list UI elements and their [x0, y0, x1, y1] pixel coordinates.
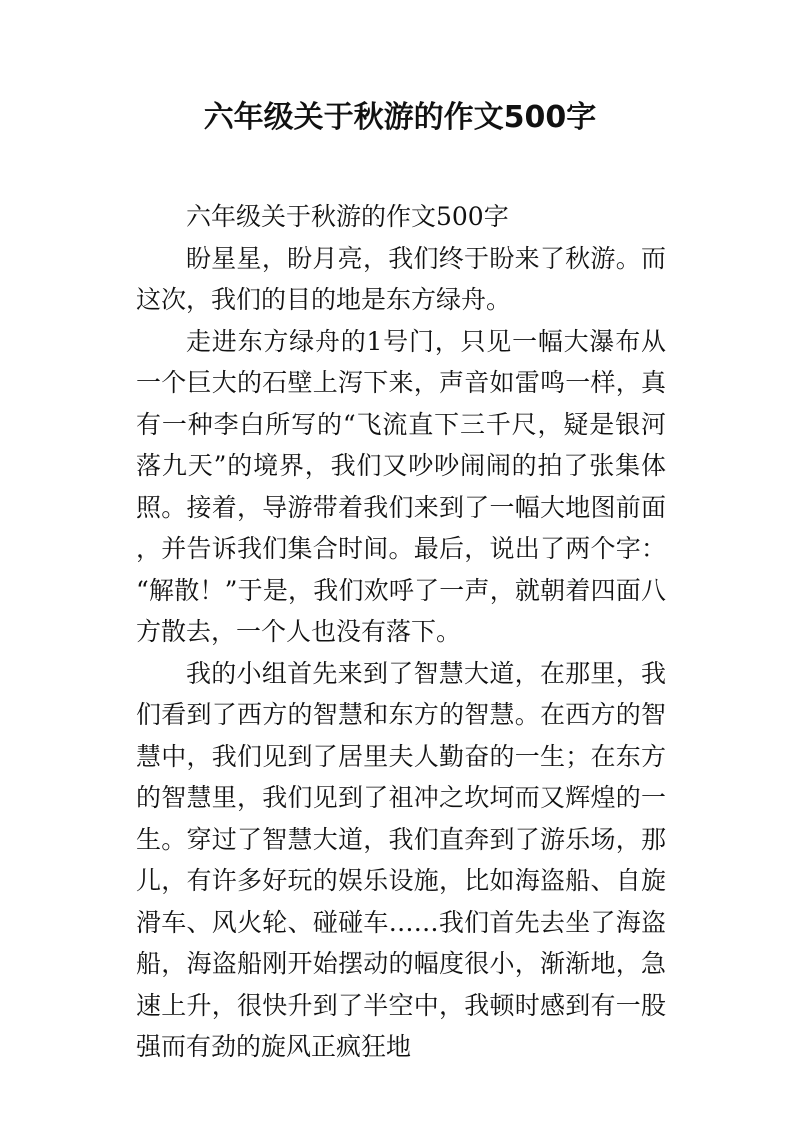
paragraph-1: 盼星星，盼月亮，我们终于盼来了秋游。而这次，我们的目的地是东方绿舟。 [136, 243, 666, 314]
paragraph-2: 走进东方绿舟的1号门，只见一幅大瀑布从一个巨大的石壁上泻下来，声音如雷鸣一样，真有一种李白所写的“飞流直下三千尺，疑是银河落九天”的境界，我们又吵吵闹闹的拍了张集体照。接着，导游带着我们来到了一幅大地图前面，并告诉我们集合时间。最后，说出了两个字：“解散！”于是，我们欢呼了一声，就朝着四面八方散去，一个人也没有落下。 [136, 326, 666, 646]
document-title: 六年级关于秋游的作文500字 [203, 100, 597, 135]
paragraph-subtitle: 六年级关于秋游的作文500字 [186, 202, 509, 231]
paragraph-3: 我的小组首先来到了智慧大道，在那里，我们看到了西方的智慧和东方的智慧。在西方的智慧中，我们见到了居里夫人勤奋的一生；在东方的智慧里，我们见到了祖冲之坎坷而又辉煌的一生。穿过了智慧大道，我们直奔到了游乐场，那儿，有许多好玩的娱乐设施，比如海盗船、自旋滑车、风火轮、碰碰车……我们首先去坐了海盗船，海盗船刚开始摆动的幅度很小，渐渐地，急速上升，很快升到了半空中，我顿时感到有一股强而有劲的旋风正疯狂地 [136, 658, 666, 1061]
document-body [136, 196, 666, 1068]
